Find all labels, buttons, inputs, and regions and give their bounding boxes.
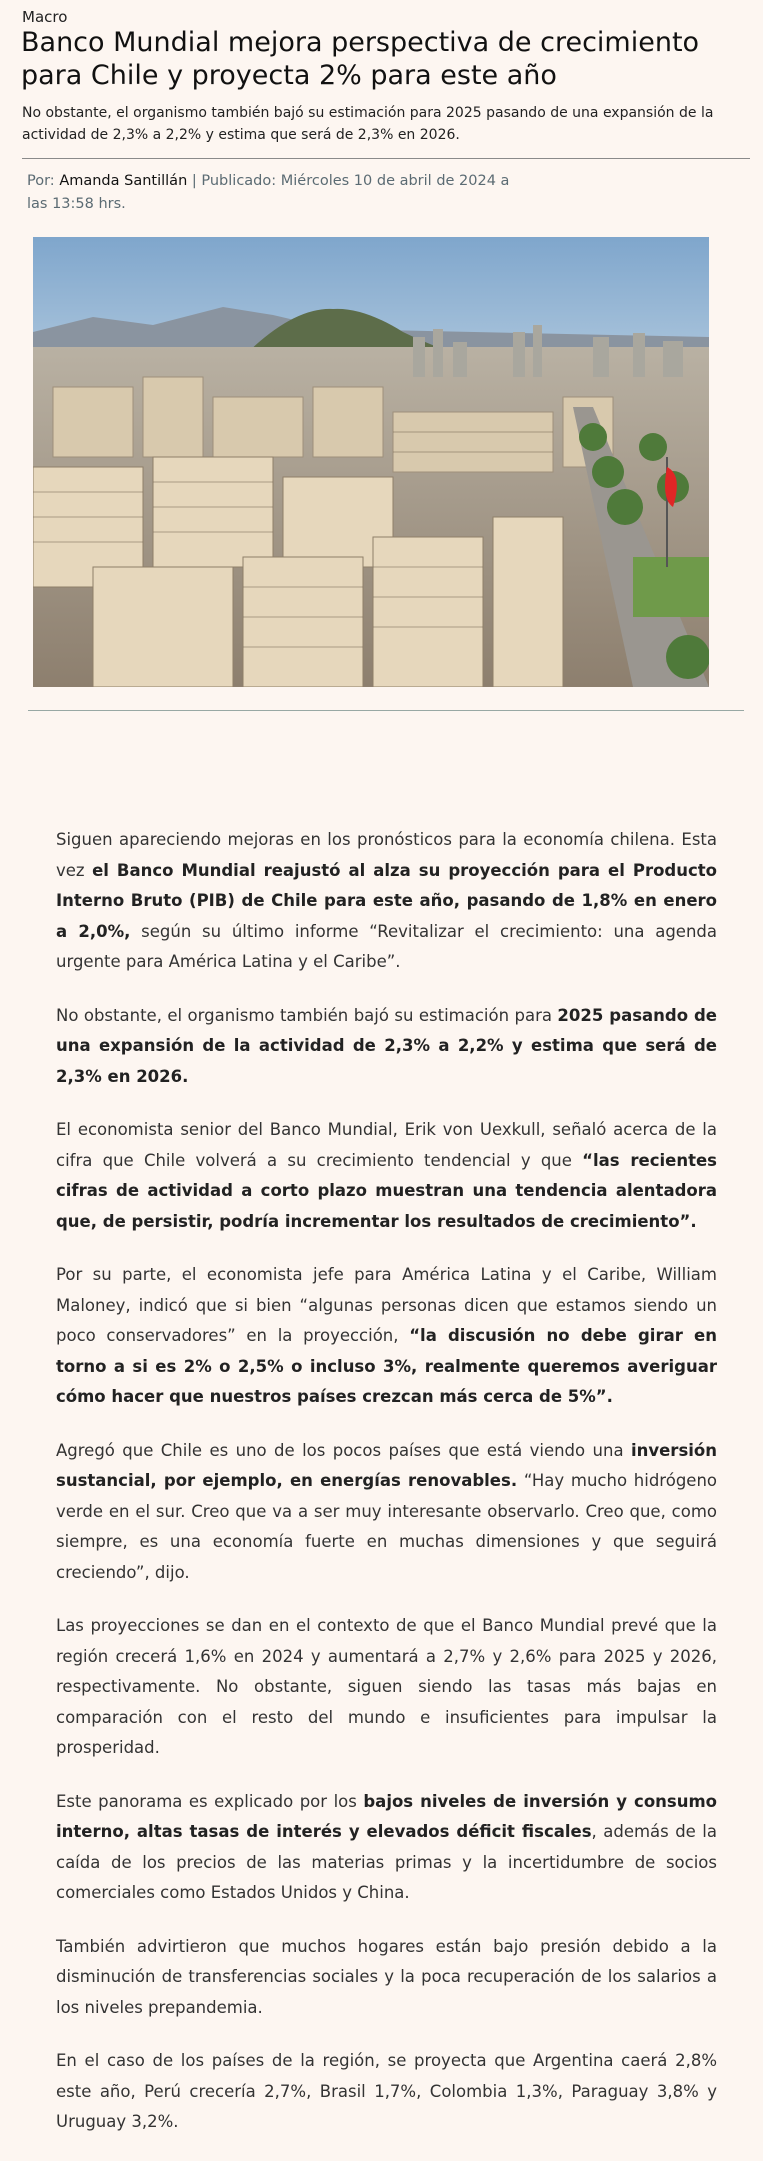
image-divider xyxy=(28,710,744,711)
paragraph-6 xyxy=(56,1611,717,1764)
section-label[interactable]: Macro xyxy=(22,8,68,26)
paragraph-5 xyxy=(56,1436,717,1589)
city-aerial-photo-icon xyxy=(33,237,709,687)
paragraph-text: Siguen apareciendo mejoras en los pronósticos para la economía chilena. Esta vez xyxy=(56,830,717,880)
paragraph-text: En el caso de los países de la región, se proyecta que Argentina caerá 2,8% este año, Perú crecería 2,7%, Brasil 1,7%, Colombia 1,3%, Paraguay 3,8% y Uruguay 3,2%. xyxy=(56,2051,717,2131)
paragraph-bold-text: “la discusión no debe girar en torno a si es 2% o 2,5% o incluso 3%, realmente queremos averiguar cómo hacer que nuestros países crezcan más cerca de 5%”. xyxy=(56,1326,717,1406)
paragraph-text: No obstante, el organismo también bajó su estimación para xyxy=(56,1005,558,1025)
byline xyxy=(27,170,517,216)
paragraph-text: Por su parte, el economista jefe para América Latina y el Caribe, William Maloney, indicó que si bien “algunas personas dicen que estamos siendo un poco conservadores” en la proyección, xyxy=(56,1265,717,1345)
paragraph-text: Este panorama es explicado por los xyxy=(56,1791,364,1811)
paragraph-text: Agregó que Chile es uno de los pocos países que está viendo una xyxy=(56,1440,631,1460)
article-title: Banco Mundial mejora perspectiva de crecimiento para Chile y proyecta 2% para este año xyxy=(21,27,700,91)
article-photo xyxy=(33,237,709,687)
byline-author-link[interactable]: Amanda Santillán xyxy=(59,173,188,189)
byline-by-label: Por: xyxy=(27,173,60,189)
header-divider xyxy=(22,158,750,159)
paragraph-bold-text: 2025 pasando de una expansión de la actividad de 2,3% a 2,2% y estima que será de 2,3% en 2026. xyxy=(56,1005,717,1086)
paragraph-text: “Hay mucho hidrógeno verde en el sur. Creo que va a ser muy interesante observarlo. Creo que, como siempre, es una economía fuerte en muchas dimensiones y que seguirá creciendo”, dijo. xyxy=(56,1471,717,1582)
paragraph-bold-text: bajos niveles de inversión y consumo interno, altas tasas de interés y elevados déficit fiscales xyxy=(56,1791,717,1841)
paragraph-8 xyxy=(56,1932,717,2024)
paragraph-bold-text: el Banco Mundial reajustó al alza su proyección para el Producto Interno Bruto (PIB) de Chile para este año, pasando de 1,8% en enero a 2,0%, xyxy=(56,860,717,941)
paragraph-text: Las proyecciones se dan en el contexto de que el Banco Mundial prevé que la región crecerá 1,6% en 2024 y aumentará a 2,7% y 2,6% para 2025 y 2026, respectivamente. No obstante, siguen siendo las tasas más bajas en comparación con el resto del mundo e insuficientes para impulsar la prosperidad. xyxy=(56,1616,717,1757)
paragraph-3 xyxy=(56,1115,717,1237)
paragraph-9 xyxy=(56,2046,717,2138)
paragraph-1 xyxy=(56,825,717,978)
paragraph-7 xyxy=(56,1787,717,1909)
paragraph-text: , además de la caída de los precios de las materias primas y la incertidumbre de socios comerciales como Estados Unidos y China. xyxy=(56,1822,717,1902)
paragraph-2 xyxy=(56,1001,717,1093)
byline-separator: | xyxy=(187,173,202,189)
byline-published-date: Publicado: Miércoles 10 de abril de 2024 a las 13:58 hrs. xyxy=(27,173,510,212)
paragraph-bold-text: “las recientes cifras de actividad a corto plazo muestran una tendencia alentadora que, de persistir, podría incrementar los resultados de crecimiento”. xyxy=(56,1150,717,1231)
article-body xyxy=(56,825,717,2161)
paragraph-4 xyxy=(56,1260,717,1413)
article-subtitle: No obstante, el organismo también bajó su estimación para 2025 pasando de una expansión de la actividad de 2,3% a 2,2% y estima que será de 2,3% en 2026. xyxy=(22,105,714,143)
paragraph-text: según su último informe “Revitalizar el crecimiento: una agenda urgente para América Latina y el Caribe”. xyxy=(56,921,717,971)
paragraph-text: El economista senior del Banco Mundial, Erik von Uexkull, señaló acerca de la cifra que Chile volverá a su crecimiento tendencial y que xyxy=(56,1120,717,1170)
paragraph-bold-text: inversión sustancial, por ejemplo, en energías renovables. xyxy=(56,1440,717,1490)
paragraph-text: También advirtieron que muchos hogares están bajo presión debido a la disminución de transferencias sociales y la poca recuperación de los salarios a los niveles prepandemia. xyxy=(56,1936,717,2017)
